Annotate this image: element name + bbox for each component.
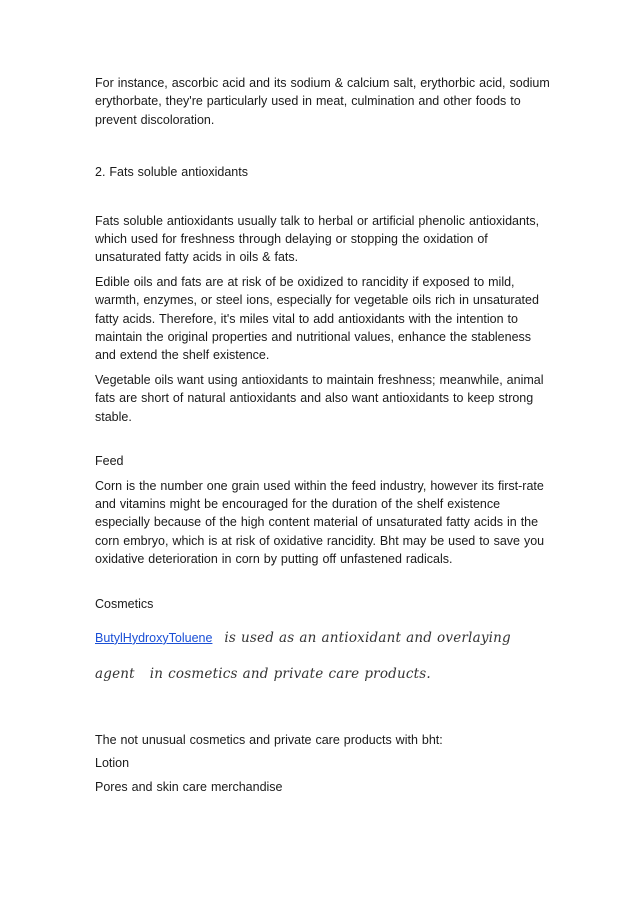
list-item: Pores and skin care merchandise [95,779,283,794]
bht-sentence-line-2 [95,663,555,685]
fats-soluble-heading: 2. Fats soluble antioxidants [95,165,248,180]
bht-sentence-continued: agent in cosmetics and private care products. [95,665,431,682]
document-page [95,74,555,796]
bht-link[interactable]: ButylHydroxyToluene [95,630,213,645]
fats-paragraph-1: Fats soluble antioxidants usually talk to herbal or artificial phenolic antioxidants, which used for freshness through delaying or stopping the oxidation of unsaturated fatty acids in oils & fats. [95,213,540,265]
fats-paragraph-2: Edible oils and fats are at risk of be oxidized to rancidity if exposed to mild, warmth, enzymes, or steel ions, especially for vegetable oils rich in unsaturated fatty acids. Therefore, it's miles vital to add antioxidants with the intention to maintain the original properties and nutritional values, enhance the stableness and extend the shelf existence. [95,274,539,363]
list-item: Lotion [95,756,130,771]
feed-heading: Feed [95,454,124,469]
bht-sentence-line-1 [95,627,555,649]
common-products-intro: The not unusual cosmetics and private care products with bht: [95,732,443,747]
cosmetics-heading: Cosmetics [95,596,154,611]
feed-paragraph: Corn is the number one grain used within the feed industry, however its first-rate and vitamins might be encouraged for the duration of the shelf existence especially because of the high content material of unsaturated fatty acids in the corn embryo, which is at risk of oxidative rancidity. Bht may be used to save you oxidative deterioration in corn by putting off unfastened radicals. [95,478,545,567]
fats-paragraph-3: Vegetable oils want using antioxidants to maintain freshness; meanwhile, animal fats are short of natural antioxidants and also want antioxidants to keep strong stable. [95,372,544,424]
intro-paragraph: For instance, ascorbic acid and its sodium & calcium salt, erythorbic acid, sodium erythorbate, they're particularly used in meat, culmination and other foods to prevent discoloration. [95,76,550,127]
bht-sentence-rest: is used as an antioxidant and overlaying [224,629,511,646]
